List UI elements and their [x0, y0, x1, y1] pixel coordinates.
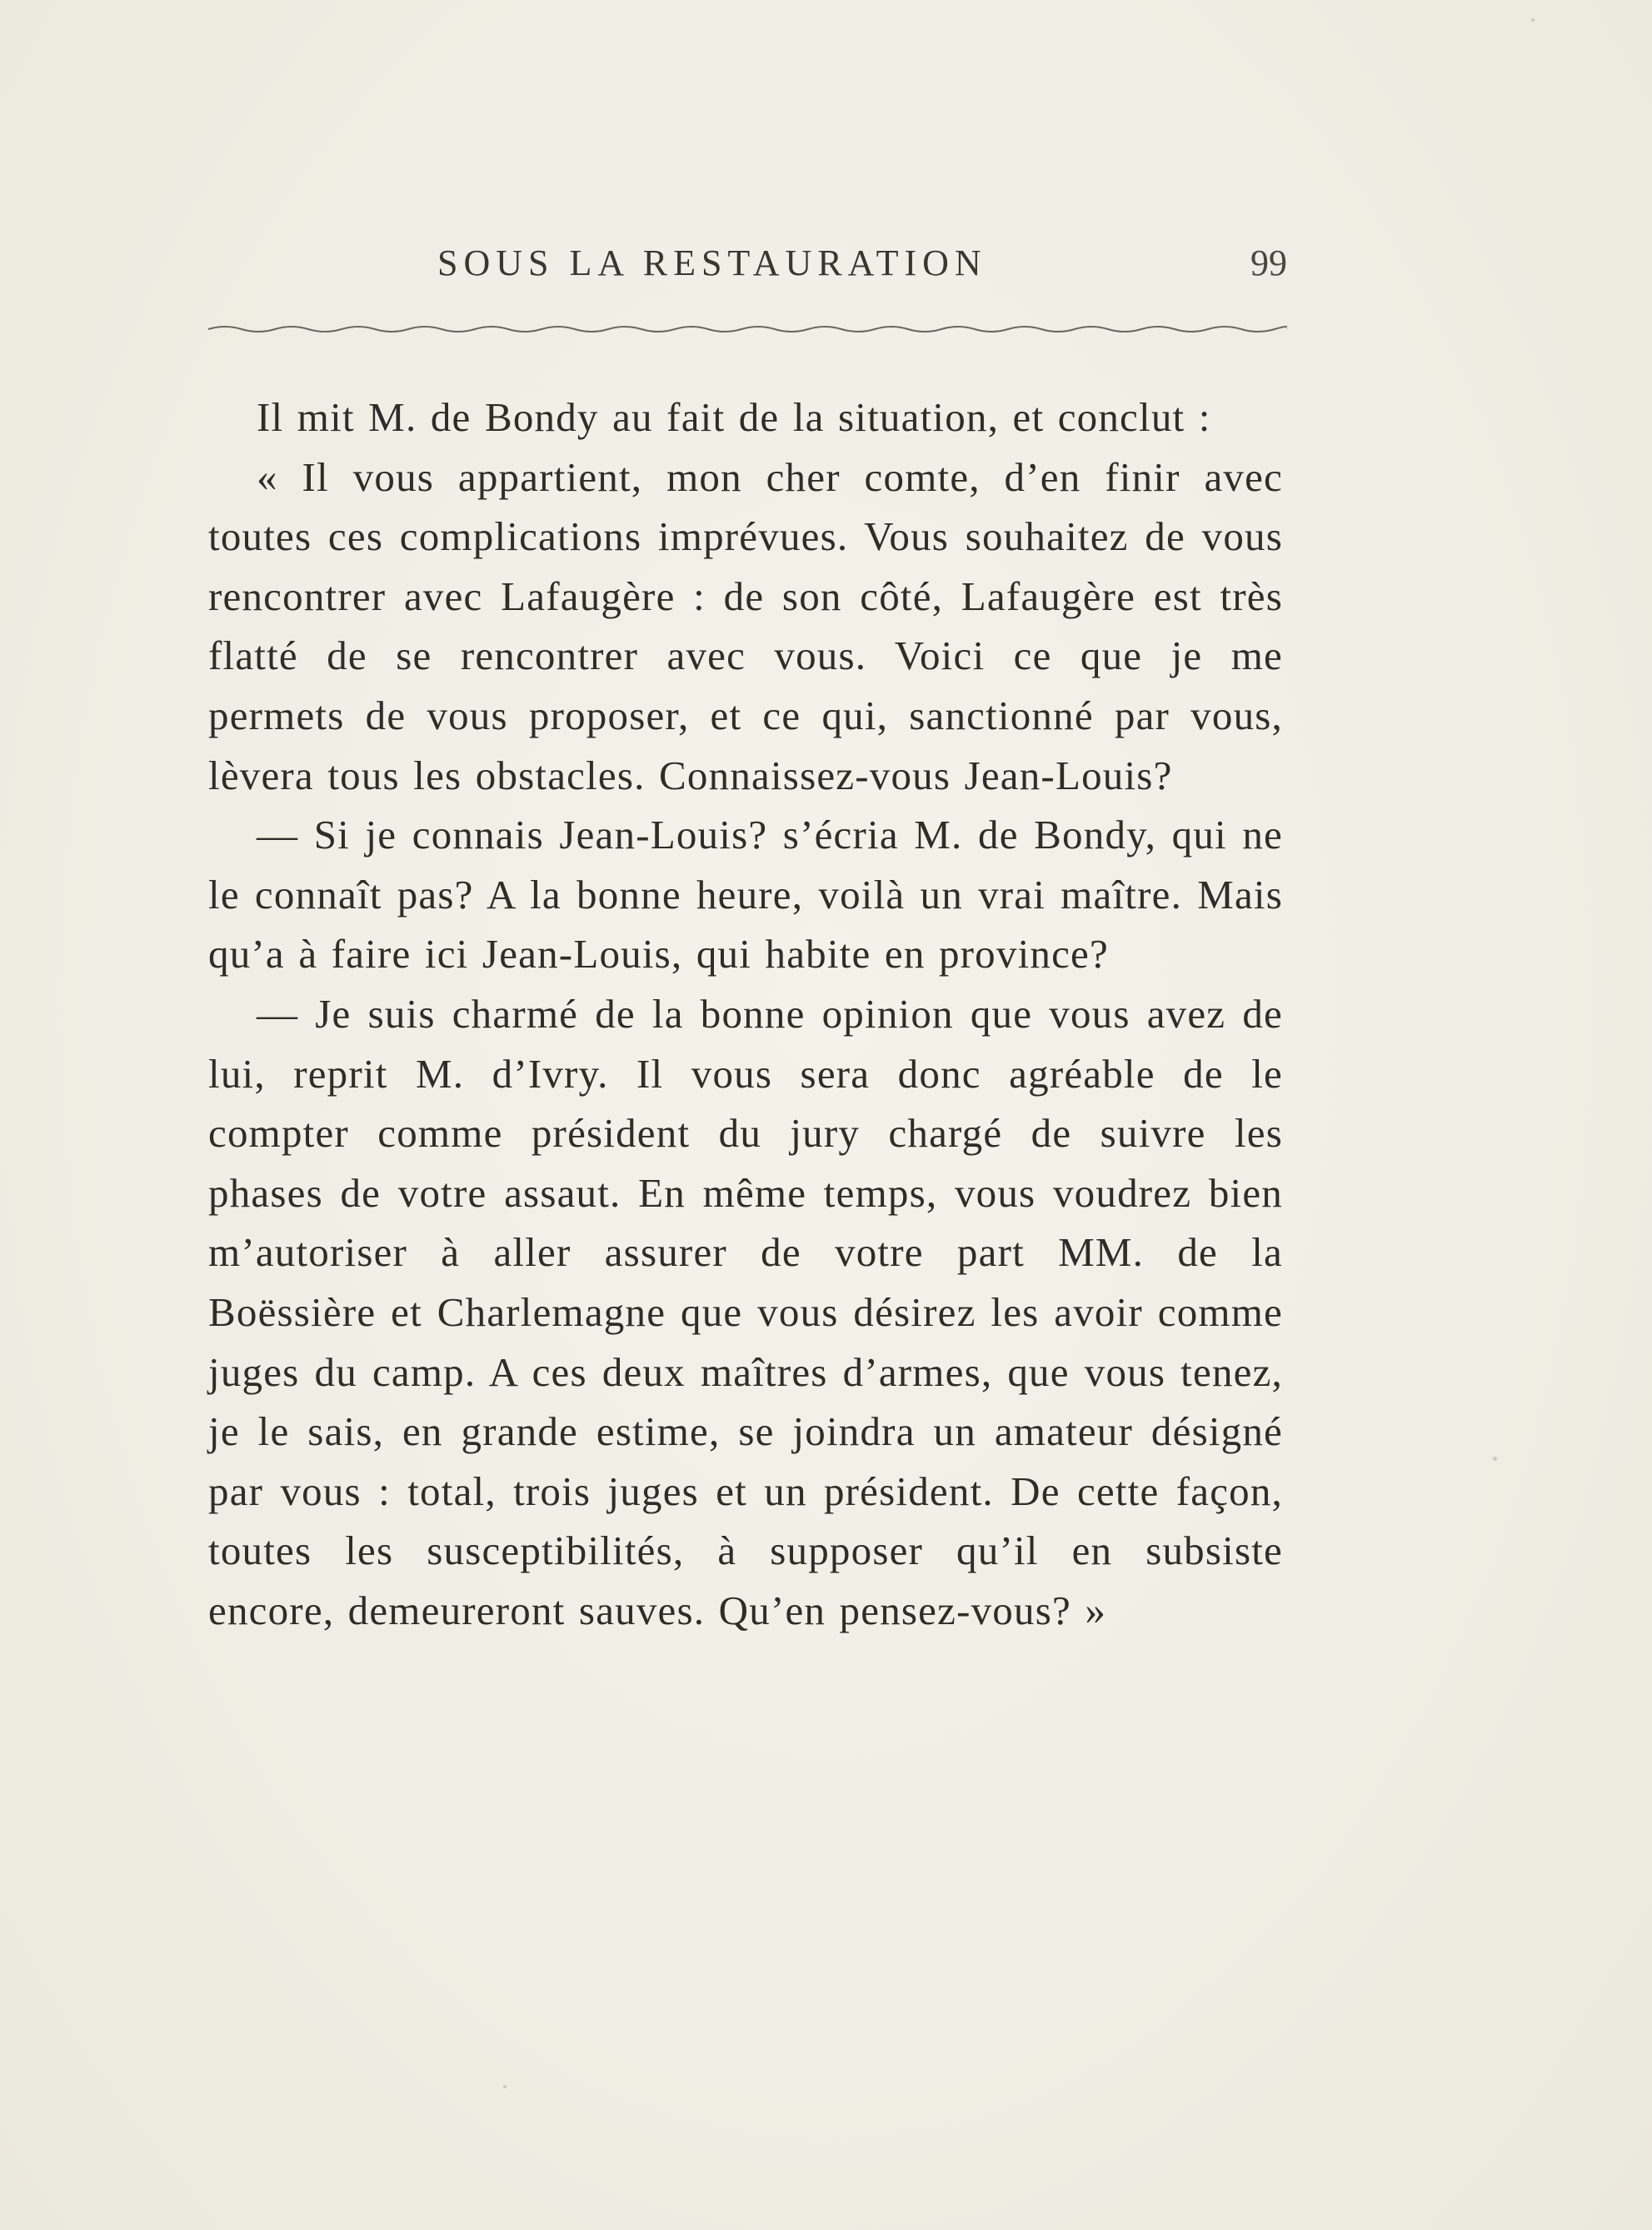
running-head-title: SOUS LA RESTAURATION	[437, 242, 987, 283]
paragraph-4: — Je suis charmé de la bonne opinion que vous avez de lui, reprit M. d’Ivry. Il vous sera donc agréable de le compter comme président du jury chargé de suivre les phases de votre assaut. En même temps, vous voudrez bien m’autoriser à aller assurer de votre part MM. de la Boëssière et Charlemagne que vous désirez les avoir comme juges du camp. A ces deux maîtres d’armes, que vous tenez, je le sais, en grande estime, se joindra un amateur désigné par vous : total, trois juges et un président. De cette façon, toutes les susceptibilités, à supposer qu’il en subsiste encore, demeureront sauves. Qu’en pensez-vous? »	[208, 990, 1283, 1633]
paper-speck	[1493, 1457, 1497, 1461]
paper-speck	[1531, 18, 1535, 22]
paragraph-1: Il mit M. de Bondy au fait de la situation, et conclut :	[257, 394, 1211, 440]
body-text	[208, 388, 1283, 1640]
paragraph-2: « Il vous appartient, mon cher comte, d’en finir avec toutes ces complications imprévues. Vous souhaitez de vous rencontrer avec Lafaugère : de son côté, Lafaugère est très flatté de se rencontrer avec vous. Voici ce que je me permets de vous proposer, et ce qui, sanctionné par vous, lèvera tous les obstacles. Connaissez-vous Jean-Louis?	[208, 453, 1283, 798]
paragraph-3: — Si je connais Jean-Louis? s’écria M. de Bondy, qui ne le connaît pas? A la bonne heure, voilà un vrai maître. Mais qu’a à faire ici Jean-Louis, qui habite en province?	[208, 812, 1283, 978]
page-header	[208, 242, 1287, 300]
decorative-wavy-rule	[208, 322, 1287, 336]
page-number: 99	[1250, 242, 1287, 283]
paper-speck	[503, 2085, 507, 2088]
